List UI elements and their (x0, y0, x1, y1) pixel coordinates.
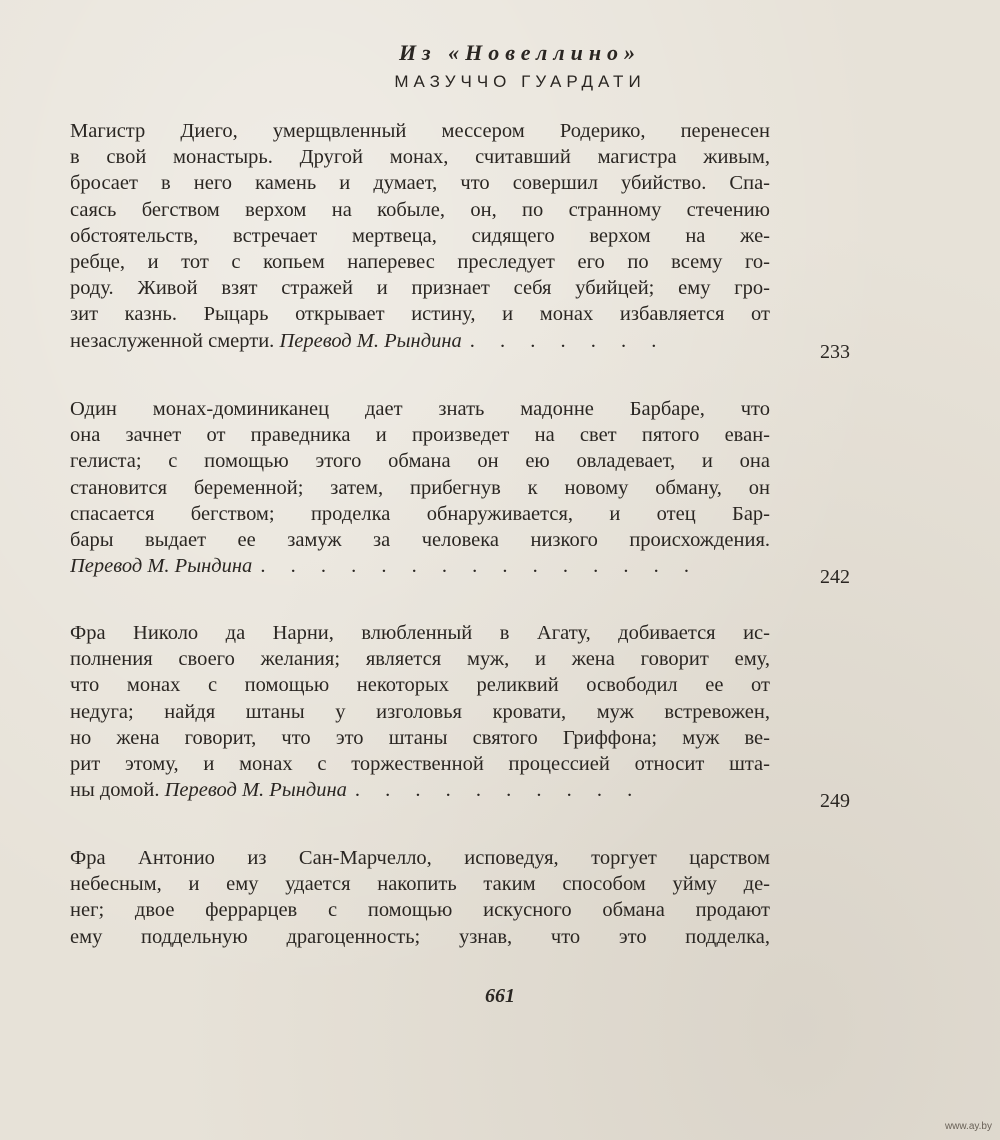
entry-last-line (70, 777, 770, 803)
page-folio-number: 661 (485, 985, 515, 1007)
translator-credit: Перевод М. Рындина (279, 329, 462, 352)
entry-line: ребце, и тот с копьем наперевес преследует его по всему го- (70, 251, 770, 274)
entry-line: нег; двое феррарцев с помощью искусного обмана продают (70, 899, 770, 922)
entry-line: недуга; найдя штаны у изголовья кровати, муж встревожен, (70, 700, 770, 723)
entry-line: роду. Живой взят стражей и признает себя убийцей; ему гро- (70, 277, 770, 300)
entry-last-line (70, 553, 770, 579)
contents-entry-2 (70, 396, 770, 579)
page-number-ref: 249 (820, 790, 850, 812)
leader-dots: . . . . . . . (469, 329, 667, 352)
entry-line: становится беременной; затем, прибегнув к новому обману, он (70, 476, 770, 499)
translator-credit: Перевод М. Рындина (164, 779, 347, 802)
contents-entry-1 (70, 118, 770, 354)
entry-line: Фра Антонио из Сан-Марчелло, исповедуя, торгует царством (70, 847, 770, 869)
entry-line: рит этому, и монах с торжественной процессией относит шта- (70, 753, 770, 776)
entry-line: полнения своего желания; является муж, и жена говорит ему, (70, 648, 770, 671)
collection-title: Из «Новеллино» (398, 40, 642, 65)
entry-line: в свой монастырь. Другой монах, считавший магистра живым, (70, 146, 770, 169)
entry-line: спасается бегством; проделка обнаруживается, и отец Бар- (70, 502, 770, 525)
entry-line-text: незаслуженной смерти. (70, 329, 275, 352)
author-name: МАЗУЧЧО ГУАРДАТИ (394, 72, 646, 91)
entry-line-text: ны домой. (70, 779, 160, 802)
entry-line: саясь бегством верхом на кобыле, он, по странному стечению (70, 198, 770, 221)
leader-dots: . . . . . . . . . . (354, 779, 643, 802)
entry-line: обстоятельств, встречает мертвеца, сидящего верхом на же- (70, 224, 770, 247)
entry-line: гелиста; с помощью этого обмана он ею овладевает, и она (70, 450, 770, 473)
contents-entry-4 (70, 845, 770, 950)
entry-line: что монах с помощью некоторых реликвий освободил ее от (70, 674, 770, 697)
watermark: www.ay.by (944, 1121, 992, 1132)
entry-line: зит казнь. Рыцарь открывает истину, и монах избавляется от (70, 303, 770, 326)
page-number-ref: 242 (820, 566, 850, 588)
entry-last-line (70, 328, 770, 354)
entry-line: Фра Николо да Нарни, влюбленный в Агату, добивается ис- (70, 622, 770, 644)
entry-line: Магистр Диего, умерщвленный мессером Родерико, перенесен (70, 120, 770, 142)
entry-line: она зачнет от праведника и произведет на свет пятого еван- (70, 424, 770, 447)
entry-line: небесным, и ему удается накопить таким способом уйму де- (70, 873, 770, 896)
entry-line: ему поддельную драгоценность; узнав, что это подделка, (70, 925, 770, 948)
translator-credit: Перевод М. Рындина (70, 555, 253, 578)
contents-entry-3 (70, 620, 770, 803)
entry-line: но жена говорит, что это штаны святого Гриффона; муж ве- (70, 726, 770, 749)
entry-line: бары выдает ее замуж за человека низкого происхождения. (70, 529, 770, 552)
leader-dots: . . . . . . . . . . . . . . . (260, 555, 699, 578)
page-number-ref: 233 (820, 341, 850, 363)
entry-line: бросает в него камень и думает, что совершил убийство. Спа- (70, 172, 770, 195)
entry-line: Один монах-доминиканец дает знать мадонне Барбаре, что (70, 398, 770, 420)
